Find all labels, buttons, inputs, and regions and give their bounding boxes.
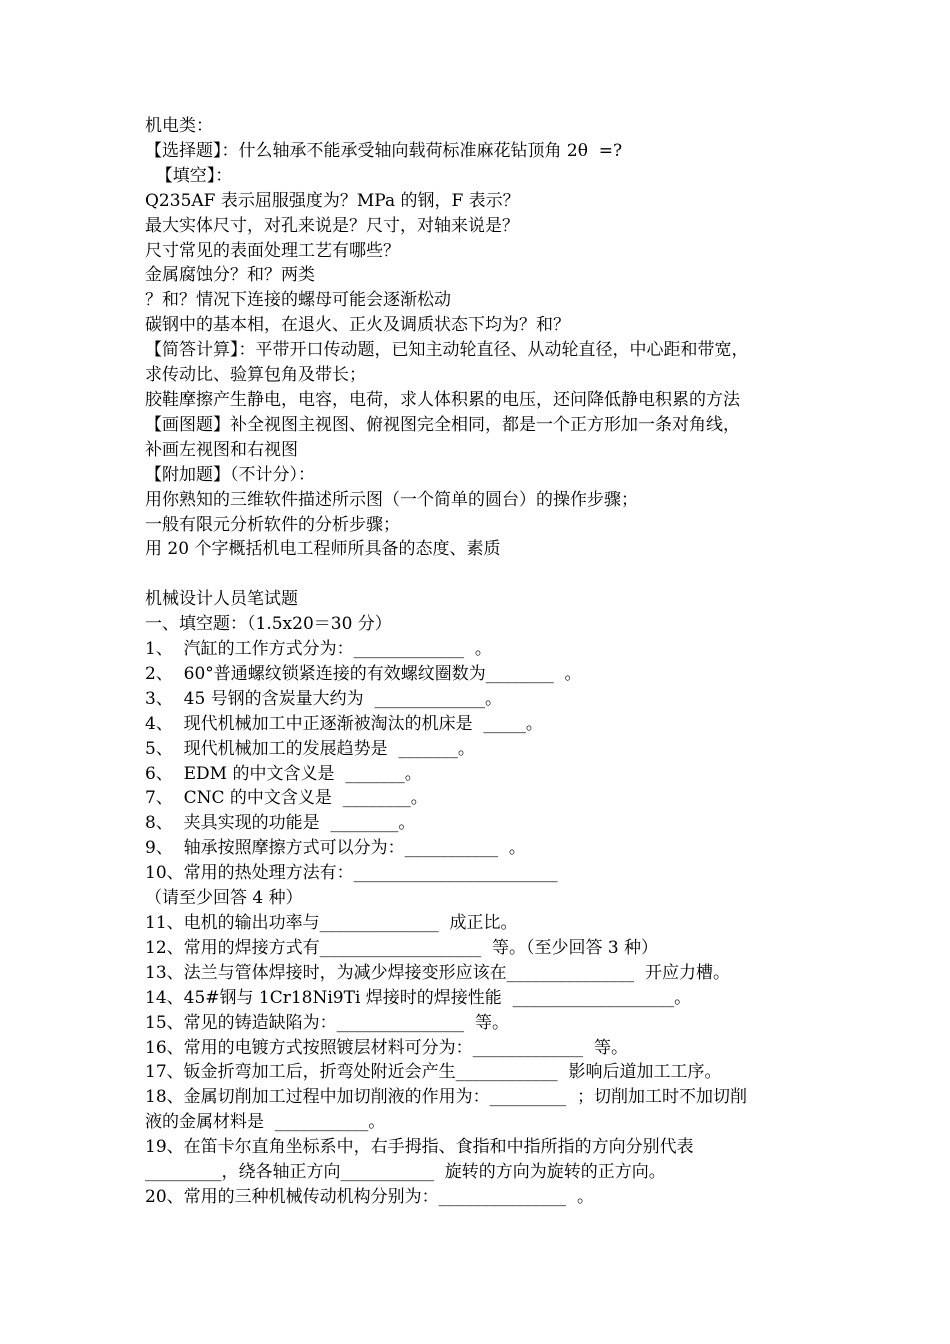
question-line: （请至少回答 4 种） bbox=[145, 888, 303, 909]
question-line: 【填空】： bbox=[145, 165, 233, 186]
question-line: 18、金属切削加工过程中加切削液的作用为：_________ ；切削加工时不加切削 bbox=[145, 1087, 747, 1108]
section-mechatronics bbox=[145, 114, 815, 562]
question-line: 一般有限元分析软件的分析步骤； bbox=[145, 514, 400, 535]
question-line: 7、 CNC 的中文含义是 ________。 bbox=[145, 788, 428, 809]
question-line: 6、 EDM 的中文含义是 _______。 bbox=[145, 763, 422, 784]
question-line: 【附加题】（不计分）： bbox=[145, 464, 315, 485]
question-line: 2、 60°普通螺纹锁紧连接的有效螺纹圈数为________ 。 bbox=[145, 663, 582, 684]
question-line: 4、 现代机械加工中正逐渐被淘汰的机床是 _____。 bbox=[145, 713, 543, 734]
section-title: 机电类： bbox=[145, 116, 213, 136]
question-line: 1、 汽缸的工作方式分为：_____________ 。 bbox=[145, 639, 492, 660]
question-line: 19、在笛卡尔直角坐标系中，右手拇指、食指和中指所指的方向分别代表 bbox=[145, 1137, 694, 1158]
question-line: 10、常用的热处理方法有：________________________ bbox=[145, 863, 558, 884]
question-line: 11、电机的输出功率与______________ 成正比。 bbox=[145, 912, 518, 933]
question-line: 15、常见的铸造缺陷为：_______________ 等。 bbox=[145, 1012, 509, 1033]
document-page bbox=[145, 114, 815, 1210]
question-line: 16、常用的电镀方式按照镀层材料可分为：_____________ 等。 bbox=[145, 1037, 628, 1058]
question-line: 12、常用的焊接方式有___________________ 等。（至少回答 3 种） bbox=[145, 937, 659, 958]
question-line: 20、常用的三种机械传动机构分别为：_______________ 。 bbox=[145, 1186, 594, 1207]
section-title: 机械设计人员笔试题 bbox=[145, 589, 298, 610]
question-line: 9、 轴承按照摩擦方式可以分为：___________ 。 bbox=[145, 838, 526, 859]
question-line: 碳钢中的基本相，在退火、正火及调质状态下均为？和？ bbox=[145, 315, 570, 336]
question-line: 最大实体尺寸，对孔来说是？尺寸，对轴来说是？ bbox=[145, 215, 519, 236]
question-line: ？和？情况下连接的螺母可能会逐渐松动 bbox=[145, 290, 451, 311]
question-line: 胶鞋摩擦产生静电，电容，电荷，求人体积累的电压，还问降低静电积累的方法 bbox=[145, 389, 740, 410]
question-line: 用你熟知的三维软件描述所示图（一个简单的圆台）的操作步骤； bbox=[145, 489, 638, 510]
question-line: 金属腐蚀分？和？两类 bbox=[145, 265, 315, 286]
section-mechanical-design-exam bbox=[145, 587, 815, 1210]
question-line: 【画图题】补全视图主视图、俯视图完全相同，都是一个正方形加一条对角线， bbox=[145, 414, 740, 435]
question-line: 13、法兰与管体焊接时，为减少焊接变形应该在_______________ 开应力槽。 bbox=[145, 962, 730, 983]
question-line: 用 20 个字概括机电工程师所具备的态度、素质 bbox=[145, 539, 501, 560]
question-line: 求传动比、验算包角及带长； bbox=[145, 365, 366, 386]
question-line: 液的金属材料是 ___________。 bbox=[145, 1112, 386, 1133]
question-line: 补画左视图和右视图 bbox=[145, 439, 298, 460]
question-line: 8、 夹具实现的功能是 ________。 bbox=[145, 813, 416, 834]
question-line: 【选择题】：什么轴承不能承受轴向载荷标准麻花钻顶角 2θ =? bbox=[145, 140, 623, 161]
question-line: 尺寸常见的表面处理工艺有哪些？ bbox=[145, 240, 400, 261]
question-line: Q235AF 表示屈服强度为？MPa 的钢，F 表示？ bbox=[145, 190, 520, 211]
subsection-heading: 一、填空题：（1.5x20＝30 分） bbox=[145, 614, 392, 635]
question-line: 14、45#钢与 1Cr18Ni9Ti 焊接时的焊接性能 ___________________。 bbox=[145, 987, 692, 1008]
question-line: 5、 现代机械加工的发展趋势是 _______。 bbox=[145, 738, 475, 759]
question-line: 3、 45 号钢的含炭量大约为 _____________。 bbox=[145, 688, 502, 709]
question-line: _________，绕各轴正方向___________ 旋转的方向为旋转的正方向。 bbox=[145, 1162, 666, 1183]
blank-line bbox=[145, 562, 815, 587]
question-line: 【简答计算】：平带开口传动题，已知主动轮直径、从动轮直径，中心距和带宽， bbox=[145, 340, 749, 361]
question-line: 17、钣金折弯加工后，折弯处附近会产生____________ 影响后道加工工序。 bbox=[145, 1062, 722, 1083]
